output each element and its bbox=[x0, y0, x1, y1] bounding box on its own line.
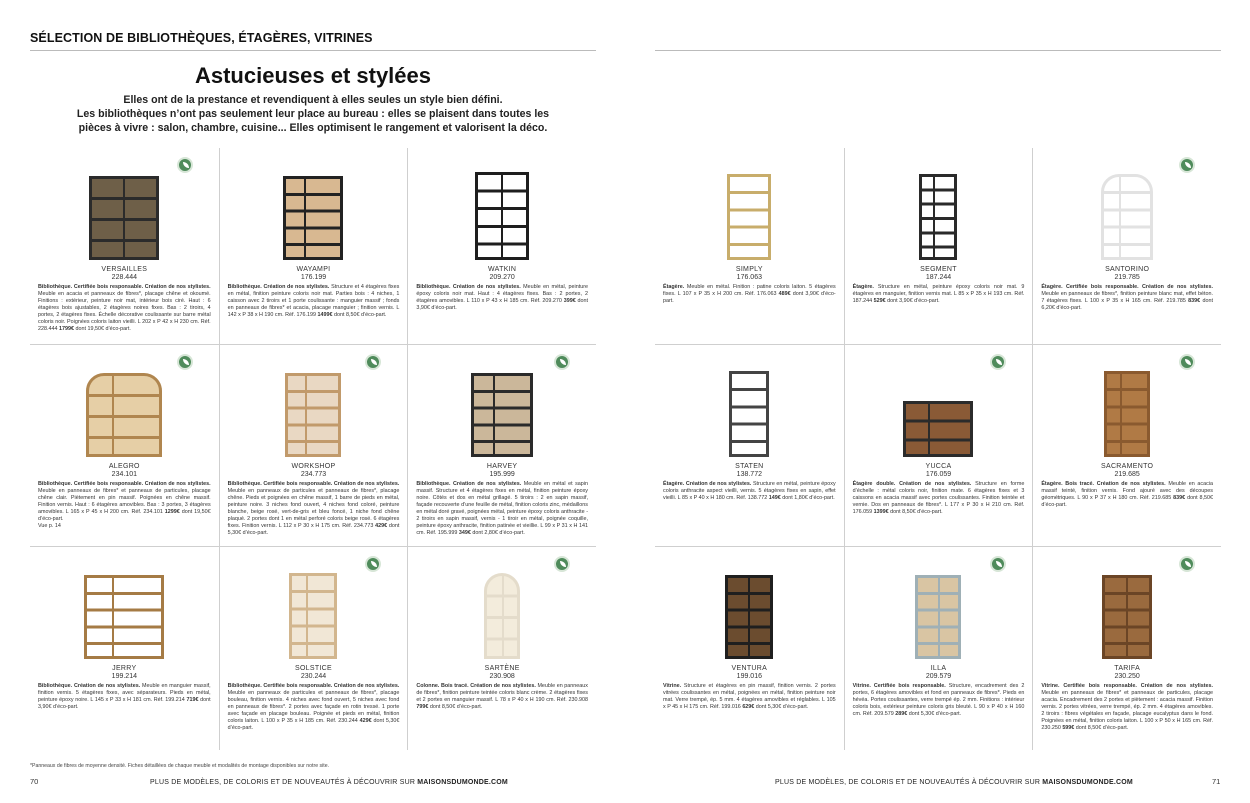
product-description: Bibliothèque. Certifiée bois responsable. Création de nos stylistes. Meuble en panneaux de fibres* et panneaux de particules, placage chêne clair. Piètement en pin massif. Poignées en chêne massif. Finition vernis. Haut : 6 étagères amovibles. Bas : 3 portes, 3 étagères amovibles. L 165 x P 45 x H 200 cm. Réf. 234.101 1299€ dont 19,50€ d’éco-part. Vue p. 14 bbox=[38, 481, 211, 529]
product-image bbox=[853, 357, 1025, 457]
product-description: Colonne. Bois tracé. Création de nos stylistes. Meuble en panneaux de fibres*, finition peinture teintée coloris blanc crème. 2 étagères fixes et 2 portes en manguier massif. L 78 x P 40 x H 190 cm. Réf. 230.908 799€ dont 8,50€ d’éco-part. bbox=[416, 683, 588, 710]
product-image bbox=[1041, 357, 1213, 457]
intro-text bbox=[30, 93, 596, 135]
intro-line: Elles ont de la prestance et revendiquent à elles seules un style bien défini. bbox=[123, 94, 503, 106]
product-ref: 199.214 bbox=[111, 673, 137, 680]
product-description: Vitrine. Certifiée bois responsable. Création de nos stylistes. Meuble en panneaux de fibres* et panneaux de particules, placage acacia. Encadrement des 2 portes et piètement : acacia massif. Finition vernis. 2 portes vitrées, verre trempé, ép. 2 mm. 4 étagères amovibles. 2 tiroirs : fibres végétales en façade, placage eucalyptus dans le fond. Poignées en métal, finition coloris laiton. L 100 x P 50 x H 165 cm. Réf. 230.250 599€ dont 8,50€ d’éco-part. bbox=[1041, 683, 1213, 731]
product-grid-right bbox=[655, 148, 1221, 750]
intro-line: pièces à vivre : salon, chambre, cuisine... Elles optimisent le rangement et valorisent la déco. bbox=[78, 122, 548, 134]
product-image bbox=[228, 357, 400, 457]
product-card[interactable] bbox=[655, 148, 844, 345]
product-image bbox=[38, 559, 211, 659]
product-name: YUCCA bbox=[925, 463, 952, 470]
product-description: Vitrine. Certifiée bois responsable. Structure, encadrement des 2 portes, 6 étagères amovibles et fond en panneaux de fibres*. Pieds en hévéa. Portes coulissantes, verre trempé ép. 2 mm. Finitions : intérieur coloris bois, extérieur peinture coloris gris bleuté. L 90 x P 40 x H 160 cm. Réf. 209.579 289€ dont 5,30€ d’éco-part. bbox=[852, 683, 1025, 717]
product-ref: 176.059 bbox=[925, 471, 952, 478]
product-name: SACRAMENTO bbox=[1101, 463, 1154, 470]
eco-leaf-icon bbox=[177, 354, 193, 370]
product-name: WATKIN bbox=[488, 266, 517, 273]
product-card[interactable] bbox=[1032, 547, 1221, 750]
product-card[interactable] bbox=[219, 547, 408, 750]
product-image bbox=[416, 160, 588, 260]
product-image bbox=[228, 559, 400, 659]
page-number: 70 bbox=[30, 777, 39, 786]
product-image bbox=[853, 160, 1025, 260]
product-name: SEGMENT bbox=[920, 266, 957, 273]
eco-leaf-icon bbox=[177, 157, 193, 173]
eco-leaf-icon bbox=[990, 556, 1006, 572]
product-name: ALEGRO bbox=[108, 463, 140, 470]
product-description: Bibliothèque. Création de nos stylistes. Meuble en métal, peinture époxy coloris noir mat. Haut : 4 étagères fixes. Bas : 2 portes, 2 étagères amovibles. L 110 x P 43 x H 185 cm. Réf. 209.270 399€ dont 3,90€ d’éco-part. bbox=[416, 284, 588, 311]
product-description: Étagère. Bois tracé. Création de nos stylistes. Meuble en acacia massif teinté, finition vernis. Fond ajouré avec des découpes géométriques. L 90 x P 37 x H 180 cm. Réf. 219.685 839€ dont 8,50€ d’éco-part. bbox=[1041, 481, 1213, 508]
product-ref: 230.250 bbox=[1114, 673, 1140, 680]
product-name: VENTURA bbox=[731, 665, 768, 672]
product-card[interactable] bbox=[844, 345, 1033, 547]
product-description: Étagère double. Création de nos stylistes. Structure en forme d’échelle : métal coloris noir, finition mate. 6 étagères fixes et 3 caissons en acacia massif avec portes coulissantes. Finition teintée et vernie. Dos en panneaux de fibres*. L 177 x P 30 x H 210 cm. Réf. 176.059 1399€ dont 8,50€ d’éco-part. bbox=[852, 481, 1025, 515]
product-card[interactable] bbox=[30, 547, 219, 750]
eco-leaf-icon bbox=[554, 354, 570, 370]
product-name: WORKSHOP bbox=[291, 463, 336, 470]
footer-text: PLUS DE MODÈLES, DE COLORIS ET DE NOUVEAUTÉS À DÉCOUVRIR SUR MAISONSDUMONDE.COM bbox=[150, 779, 508, 786]
product-card[interactable] bbox=[1032, 345, 1221, 547]
product-image bbox=[1041, 160, 1213, 260]
eco-leaf-icon bbox=[554, 556, 570, 572]
product-ref: 230.908 bbox=[489, 673, 515, 680]
eco-leaf-icon bbox=[365, 354, 381, 370]
product-card[interactable] bbox=[844, 148, 1033, 345]
product-image bbox=[38, 160, 211, 260]
product-description: Bibliothèque. Certifiée bois responsable. Création de nos stylistes. Meuble en panneaux de particules et panneaux de fibres*, placage bouleau, finition vernis. 4 niches avec fond ouvert, 5 niches avec fond en panneaux de fibres*. 2 portes avec façade en rotin tressé. 1 porte avec façade en placage bouleau. Poignée et pieds en métal, finition coloris laiton. L 100 x P 35 x H 185 cm. Réf. 230.244 429€ dont 5,30€ d’éco-part. bbox=[227, 683, 400, 731]
footer-site-link[interactable]: MAISONSDUMONDE.COM bbox=[1042, 779, 1133, 786]
product-name: VERSAILLES bbox=[101, 266, 148, 273]
product-ref: 230.244 bbox=[300, 673, 327, 680]
product-card[interactable] bbox=[30, 345, 219, 547]
product-description: Bibliothèque. Certifiée bois responsable. Création de nos stylistes. Meuble en panneaux de particules et panneaux de fibres*, placage chêne. Pieds et poignées en chêne massif, 1 barre de pieds en métal, peinture noire. 3 niches fond ouvert, 4 niches fond coloré, peinture blanche, beige rosé, vert-de-gris et bleu foncé, 1 niche fond chêne plaqué. 2 portes dont 1 en métal perforé coloris beige rosé. 6 étagères fixes. Finition vernis. L 112 x P 30 x H 175 cm. Réf. 234.773 429€ dont 5,30€ d’éco-part. bbox=[227, 481, 400, 536]
product-ref: 195.999 bbox=[489, 471, 515, 478]
product-name: SIMPLY bbox=[735, 266, 763, 273]
product-image bbox=[228, 160, 400, 260]
product-card[interactable] bbox=[407, 345, 596, 547]
eco-leaf-icon bbox=[365, 556, 381, 572]
eco-leaf-icon bbox=[1179, 157, 1195, 173]
page-headline: Astucieuses et stylées bbox=[194, 63, 432, 88]
product-ref: 176.199 bbox=[300, 274, 327, 281]
product-card[interactable] bbox=[1032, 148, 1221, 345]
product-image bbox=[416, 357, 588, 457]
product-ref: 138.772 bbox=[736, 471, 762, 478]
product-ref: 199.016 bbox=[736, 673, 762, 680]
product-ref: 228.444 bbox=[111, 274, 137, 281]
eco-leaf-icon bbox=[1179, 354, 1195, 370]
product-description: Bibliothèque. Création de nos stylistes. Structure et 4 étagères fixes en métal, finition peinture coloris noir mat. Parties bois : 4 niches, 1 caisson avec 2 tiroirs et 1 porte coulissante : manguier massif ; fonds en panneaux de fibres* et acacia, placage manguier ; finition vernis. L 142 x P 38 x H 190 cm. Réf. 176.199 1499€ dont 8,50€ d’éco-part. bbox=[227, 284, 400, 318]
product-ref: 234.101 bbox=[111, 471, 137, 478]
product-ref: 176.063 bbox=[736, 274, 762, 281]
product-name: SARTÈNE bbox=[484, 665, 520, 672]
product-image bbox=[663, 559, 836, 659]
right-page bbox=[625, 0, 1250, 803]
page-number: 71 bbox=[1212, 777, 1221, 786]
product-image bbox=[416, 559, 588, 659]
product-name: JERRY bbox=[112, 665, 137, 672]
product-ref: 234.773 bbox=[300, 471, 327, 478]
product-card[interactable] bbox=[407, 148, 596, 345]
product-name: TARIFA bbox=[1114, 665, 1141, 672]
footer-text: PLUS DE MODÈLES, DE COLORIS ET DE NOUVEAUTÉS À DÉCOUVRIR SUR MAISONSDUMONDE.COM bbox=[775, 779, 1133, 786]
product-description: Bibliothèque. Certifiée bois responsable. Création de nos stylistes. Meuble en acacia et panneaux de fibres*, placage chêne et okoumé. Finitions : extérieur, peinture noir mat, intérieur bois ciré. Haut : 6 étagères bois ajustables, 2 étagères noires fixes. Bas : 2 tiroirs, 4 portes, 2 étagères fixes. Échelle décorative coulissante sur barre métal coloris noir. Poignées coloris laiton vieilli. L 202 x P 42 x H 230 cm. Réf. 228.444 1799€ dont 19,50€ d’éco-part. bbox=[38, 284, 211, 332]
product-name: SOLSTICE bbox=[294, 665, 332, 672]
product-grid-left bbox=[30, 148, 596, 750]
top-divider bbox=[30, 50, 596, 51]
product-description: Bibliothèque. Création de nos stylistes. Meuble en manguier massif, finition vernis. 5 étagères fixes, avec séparateurs. Pieds en métal, peinture époxy noire. L 145 x P 33 x H 181 cm. Réf. 199.214 719€ dont 3,90€ d’éco-part. bbox=[38, 683, 211, 710]
product-description: Étagère. Création de nos stylistes. Structure en métal, peinture époxy coloris anthracite aspect vieilli, vernis. 5 étagères fixes en sapin, effet vieilli. L 85 x P 40 x H 180 cm. Réf. 138.772 149€ dont 1,80€ d’éco-part. bbox=[663, 481, 836, 501]
product-name: ILLA bbox=[930, 665, 947, 672]
top-divider bbox=[655, 50, 1221, 51]
product-image bbox=[663, 357, 836, 457]
product-description: Étagère. Meuble en métal. Finition : patine coloris laiton. 5 étagères fixes. L 107 x P 35 x H 200 cm. Réf. 176.063 489€ dont 3,90€ d’éco-part. bbox=[663, 284, 836, 304]
product-image bbox=[853, 559, 1025, 659]
footnote: *Panneaux de fibres de moyenne densité. Fiches détaillées de chaque meuble et modalités de montage disponibles sur notre site. bbox=[30, 763, 330, 769]
eco-leaf-icon bbox=[990, 354, 1006, 370]
product-image bbox=[38, 357, 211, 457]
product-card[interactable] bbox=[219, 345, 408, 547]
product-ref: 209.579 bbox=[925, 673, 952, 680]
product-name: HARVEY bbox=[486, 463, 518, 470]
product-description: Vitrine. Structure et étagères en pin massif, finition vernis. 2 portes vitrées coulissantes en métal, poignées en métal, finition peinture noir mat. Verre trempé, ép. 5 mm. 4 étagères amovibles et réglables. L 105 x P 45 x H 175 cm. Réf. 199.016 629€ dont 5,30€ d’éco-part. bbox=[663, 683, 836, 710]
product-card[interactable] bbox=[219, 148, 408, 345]
eco-leaf-icon bbox=[1179, 556, 1195, 572]
product-card[interactable] bbox=[655, 547, 844, 750]
product-card[interactable] bbox=[655, 345, 844, 547]
product-name: STATEN bbox=[735, 463, 764, 470]
footer-site-link[interactable]: MAISONSDUMONDE.COM bbox=[417, 779, 508, 786]
product-ref: 187.244 bbox=[925, 274, 952, 281]
product-card[interactable] bbox=[844, 547, 1033, 750]
product-image bbox=[1041, 559, 1213, 659]
product-card[interactable] bbox=[30, 148, 219, 345]
product-description: Étagère. Certifiée bois responsable. Création de nos stylistes. Meuble en panneaux de fibres*, finition peinture blanc mat, effet béton. 7 étagères fixes. L 100 x P 35 x H 165 cm. Réf. 219.785 839€ dont 6,20€ d’éco-part. bbox=[1041, 284, 1213, 311]
intro-line: Les bibliothèques n’ont pas seulement leur place au bureau : elles se plaisent dans toutes les bbox=[76, 108, 550, 120]
product-ref: 219.685 bbox=[1114, 471, 1140, 478]
product-description: Étagère. Structure en métal, peinture époxy coloris noir mat. 9 étagères en manguier, finition vernis mat. L 85 x P 35 x H 193 cm. Réf. 187.244 529€ dont 3,90€ d’éco-part. bbox=[852, 284, 1025, 304]
product-image bbox=[663, 160, 836, 260]
product-name: SANTORINO bbox=[1105, 266, 1150, 273]
product-description: Bibliothèque. Création de nos stylistes. Meuble en métal et sapin massif. Structure et 4 étagères fixes en métal, finition peinture époxy noire. Côtés et dos en métal grillagé. 5 tiroirs : 2 en sapin massif, façade recouverte d’une feuille de métal, finition coloris zinc, médaillons en métal doré gravé, poignées métal, peinture époxy coloris anthracite - 2 tiroirs en sapin massif, vernis - 1 tiroir en métal, poignée coquille, peinture époxy anthracite, finition patinée et vieillie. L 99 x P 31 x H 141 cm. Réf. 195.999 349€ dont 2,80€ d’éco-part. bbox=[416, 481, 588, 536]
product-name: WAYAMPI bbox=[296, 266, 331, 273]
product-ref: 209.270 bbox=[489, 274, 515, 281]
section-title: SÉLECTION DE BIBLIOTHÈQUES, ÉTAGÈRES, VITRINES bbox=[30, 31, 373, 45]
product-card[interactable] bbox=[407, 547, 596, 750]
product-ref: 219.785 bbox=[1114, 274, 1140, 281]
